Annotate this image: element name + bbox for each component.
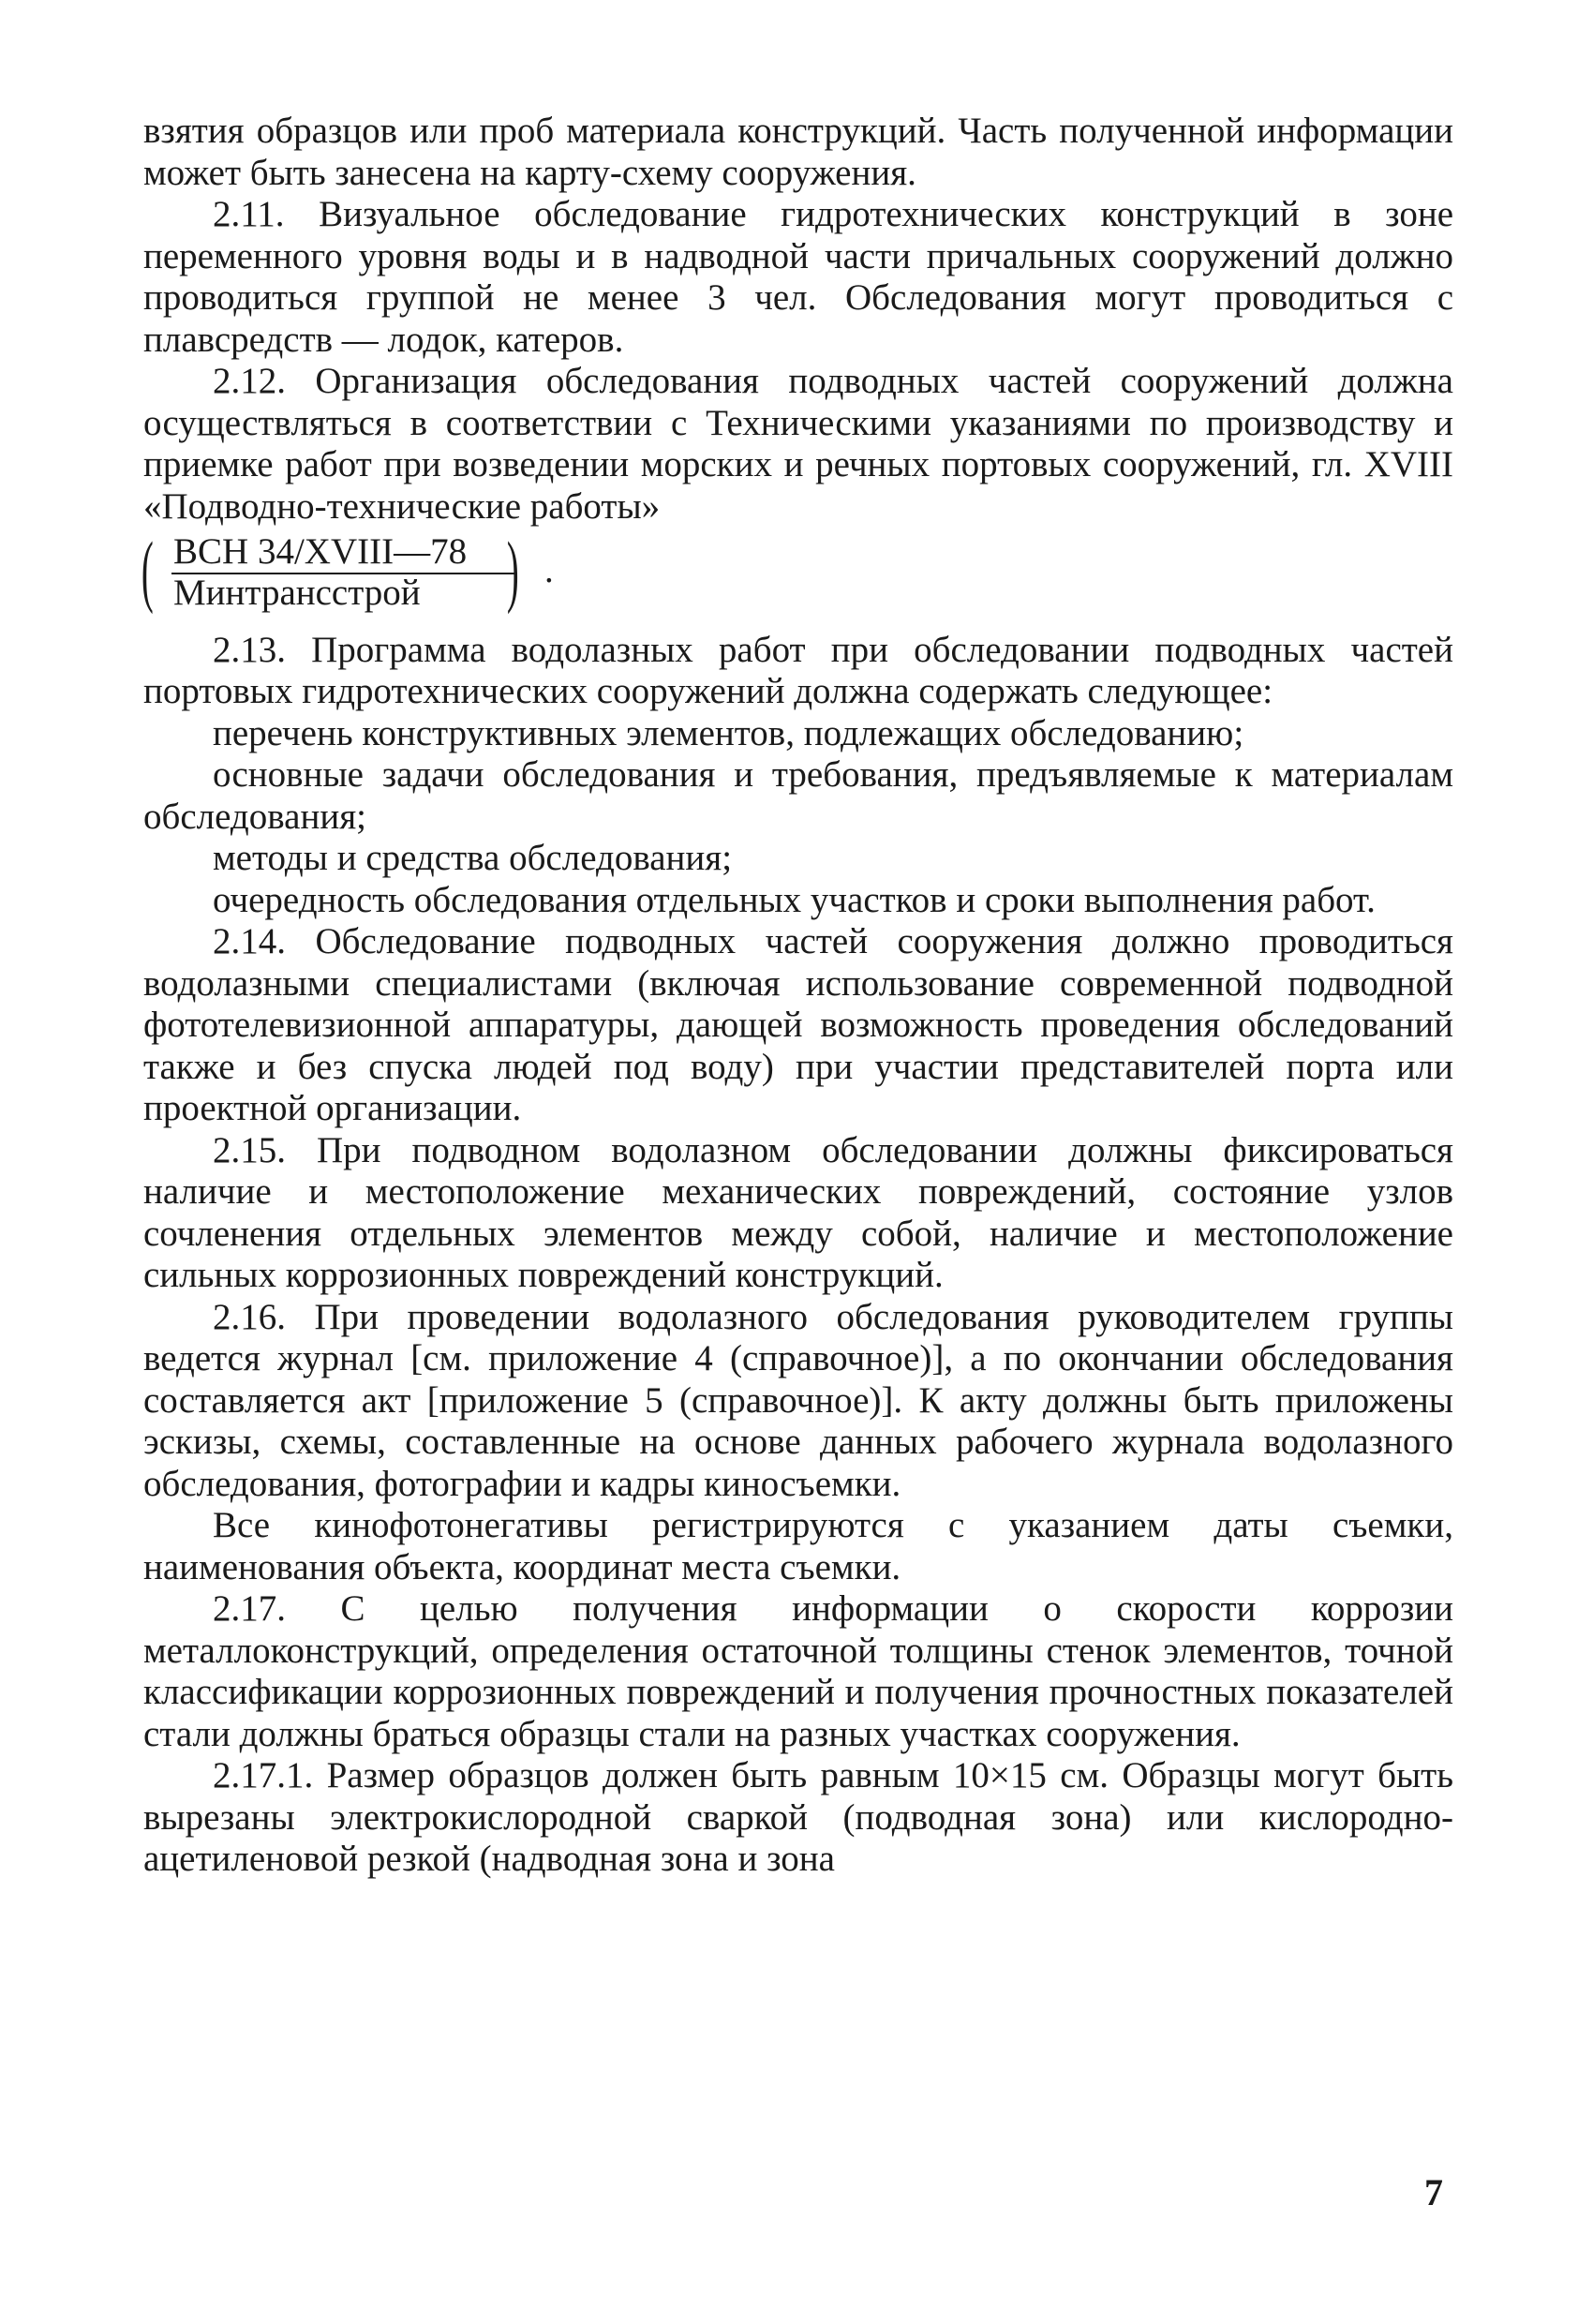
list-item-tasks: основные задачи обследования и требования, предъявляемые к материалам обследования; bbox=[143, 754, 1453, 837]
paragraph-2-13: 2.13. Программа водолазных работ при обследовании подводных частей портовых гидротехнических сооружений должна содержать следующее: bbox=[143, 629, 1453, 711]
paragraph-2-16: 2.16. При проведении водолазного обследования руководителем группы ведется журнал [см. приложение 4 (справочное)], а по окончании обследования составляется акт [приложение 5 (справочное)]. К акту должны быть приложены эскизы, схемы, составленные на основе данных рабочего журнала водолазного обследования, фотографии и кадры киносъемки. bbox=[143, 1296, 1453, 1504]
paragraph-negatives: Все кинофотонегативы регистрируются с указанием даты съемки, наименования объекта, координат места съемки. bbox=[143, 1505, 1453, 1587]
fraction-numerator: ВСН 34/XVIII—78 bbox=[173, 531, 468, 572]
right-parenthesis: ) bbox=[506, 525, 519, 615]
page-number: 7 bbox=[1424, 2171, 1443, 2213]
paragraph-continuation: взятия образцов или проб материала конструкций. Часть полученной информации может быть занесена на карту-схему сооружения. bbox=[143, 111, 1453, 193]
formula-period: . bbox=[544, 550, 554, 590]
paragraph-2-15: 2.15. При подводном водолазном обследовании должны фиксироваться наличие и местоположение механических повреждений, состояние узлов сочленения отдельных элементов между собой, наличие и местоположение сильных коррозионных повреждений конструкций. bbox=[143, 1129, 1453, 1295]
list-item-elements: перечень конструктивных элементов, подлежащих обследованию; bbox=[213, 712, 1244, 753]
paragraph-2-12: 2.12. Организация обследования подводных частей сооружений должна осуществляться в соответствии с Техническими указаниями по производству и приемке работ при возведении морских и речных портовых сооружений, гл. XVIII «Подводно-технические работы» bbox=[143, 361, 1453, 527]
paragraph-2-17-1: 2.17.1. Размер образцов должен быть равным 10×15 см. Образцы могут быть вырезаны электрокислородной сваркой (подводная зона) или кислородно-ацетиленовой резкой (надводная зона и зона bbox=[143, 1755, 1453, 1879]
standard-reference-fraction bbox=[141, 525, 554, 615]
list-item-order: очередность обследования отдельных участков и сроки выполнения работ. bbox=[213, 879, 1376, 920]
fraction-denominator: Минтрансстрой bbox=[173, 573, 421, 613]
left-parenthesis: ( bbox=[141, 525, 154, 615]
paragraph-2-17: 2.17. С целью получения информации о скорости коррозии металлоконструкций, определения остаточной толщины стенок элементов, точной классификации коррозионных повреждений и получения прочностных показателей стали должны браться образцы стали на разных участках сооружения. bbox=[143, 1588, 1453, 1754]
paragraph-2-11: 2.11. Визуальное обследование гидротехнических конструкций в зоне переменного уровня воды и в надводной части причальных сооружений должно проводиться группой не менее 3 чел. Обследования могут проводиться с плавсредств — лодок, катеров. bbox=[143, 194, 1453, 360]
list-item-methods: методы и средства обследования; bbox=[213, 838, 733, 878]
paragraph-2-14: 2.14. Обследование подводных частей сооружения должно проводиться водолазными специалистами (включая использование современной подводной фототелевизионной аппаратуры, дающей возможность проведения обследований также и без спуска людей под воду) при участии представителей порта или проектной организации. bbox=[143, 921, 1453, 1128]
page-body bbox=[143, 111, 1453, 1881]
